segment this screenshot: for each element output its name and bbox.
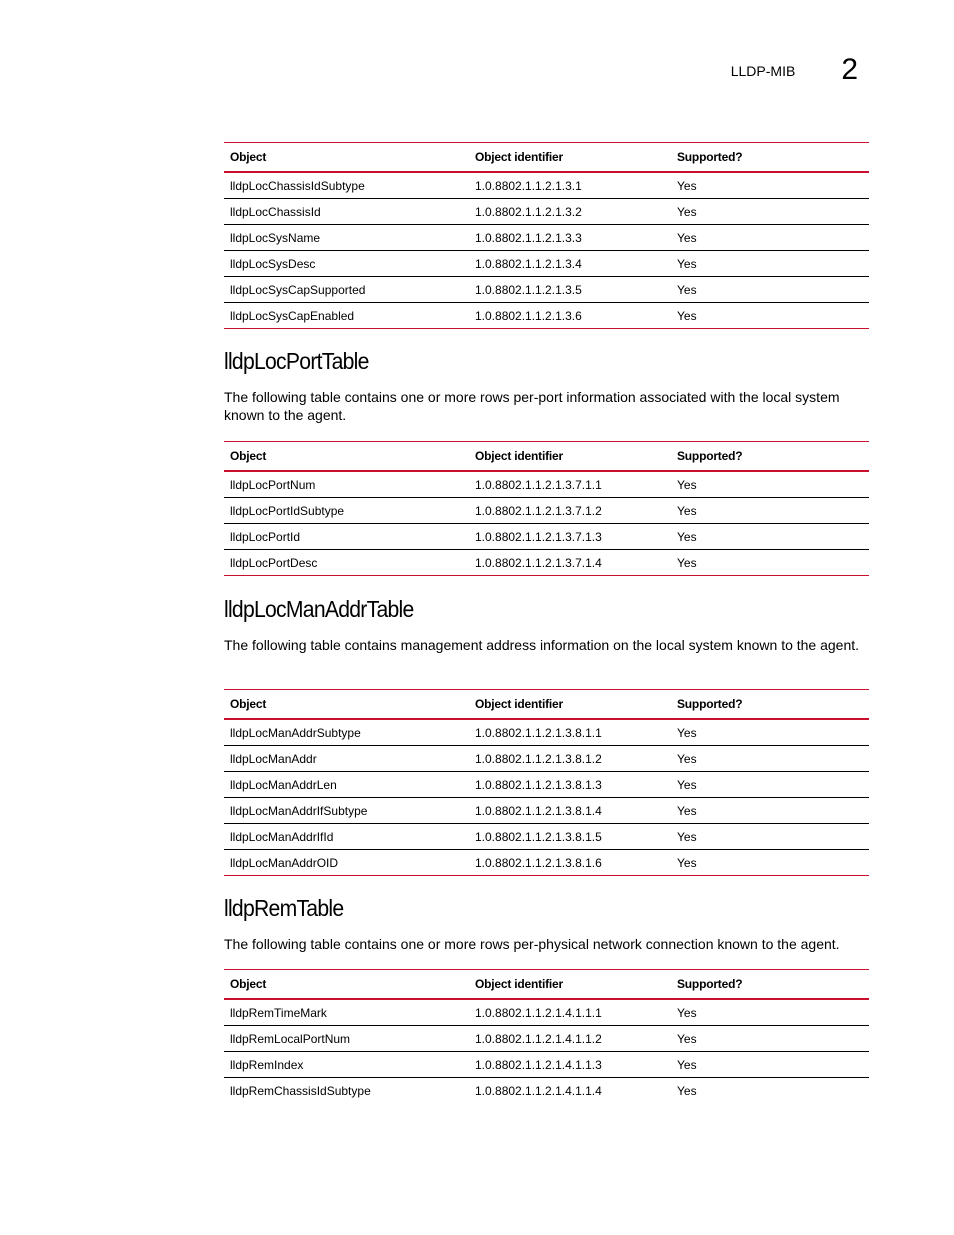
section-lldplocporttable: [224, 347, 869, 375]
cell-identifier: 1.0.8802.1.1.2.1.4.1.1.4: [475, 1083, 602, 1098]
cell-supported: Yes: [671, 199, 869, 225]
cell-identifier: 1.0.8802.1.1.2.1.3.4: [469, 251, 671, 277]
cell-object: lldpLocManAddrIfSubtype: [224, 798, 469, 824]
column-header-identifier: Object identifier: [475, 697, 563, 711]
table-row: [224, 999, 869, 1026]
section-title: lldpLocPortTable: [224, 348, 369, 374]
table-header-row: [224, 143, 869, 173]
cell-identifier: 1.0.8802.1.1.2.1.3.7.1.3: [469, 524, 671, 550]
cell-supported: Yes: [671, 172, 869, 199]
cell-supported: Yes: [671, 999, 869, 1026]
cell-identifier: 1.0.8802.1.1.2.1.3.3: [469, 225, 671, 251]
cell-object: lldpLocManAddrIfId: [224, 824, 469, 850]
cell-identifier: 1.0.8802.1.1.2.1.3.8.1.4: [469, 798, 671, 824]
table-body: [224, 719, 869, 876]
cell-identifier: 1.0.8802.1.1.2.1.3.2: [469, 199, 671, 225]
cell-object: lldpLocPortId: [224, 524, 469, 550]
table-row: [224, 798, 869, 824]
cell-object: lldpLocSysCapSupported: [224, 277, 469, 303]
mib-table-rem: [224, 969, 869, 1103]
table-row: [224, 199, 869, 225]
cell-identifier: 1.0.8802.1.1.2.1.3.8.1.5: [469, 824, 671, 850]
cell-supported: Yes: [671, 498, 869, 524]
cell-object: lldpRemChassisIdSubtype: [230, 1083, 371, 1098]
cell-identifier: 1.0.8802.1.1.2.1.3.8.1.3: [469, 772, 671, 798]
section-title: lldpLocManAddrTable: [224, 596, 414, 622]
cell-supported: Yes: [671, 225, 869, 251]
table-row: [224, 1026, 869, 1052]
cell-supported: Yes: [671, 798, 869, 824]
cell-object: lldpLocManAddrLen: [224, 772, 469, 798]
table-header-row: [224, 970, 869, 1000]
chapter-number: 2: [841, 53, 858, 86]
column-header-object: Object: [230, 977, 267, 991]
cell-identifier: 1.0.8802.1.1.2.1.3.8.1.6: [469, 850, 671, 876]
column-header-supported: Supported?: [677, 449, 743, 463]
section-title: lldpRemTable: [224, 895, 344, 921]
table-header-row: [224, 442, 869, 472]
cell-supported: Yes: [671, 251, 869, 277]
table-body: [224, 172, 869, 329]
cell-object: lldpLocManAddrOID: [224, 850, 469, 876]
column-header-object: Object: [230, 449, 267, 463]
cell-identifier: 1.0.8802.1.1.2.1.3.8.1.1: [469, 719, 671, 746]
cell-object: lldpLocSysName: [224, 225, 469, 251]
cell-object: lldpRemIndex: [224, 1052, 469, 1078]
table-row: [224, 719, 869, 746]
cell-object: lldpRemTimeMark: [224, 999, 469, 1026]
cell-supported: Yes: [671, 524, 869, 550]
table1-block: [224, 142, 869, 329]
running-header-title: LLDP-MIB: [730, 63, 796, 79]
column-header-identifier: Object identifier: [475, 449, 563, 463]
mib-table-loc-man-addr: [224, 689, 869, 876]
column-header-supported: Supported?: [677, 697, 743, 711]
section4-desc-block: [224, 935, 869, 953]
table-row: [224, 251, 869, 277]
table-row: [224, 850, 869, 876]
mib-table-loc-port: [224, 441, 869, 576]
table4-block: [224, 969, 869, 1103]
cell-supported: Yes: [671, 471, 869, 498]
cell-identifier: 1.0.8802.1.1.2.1.3.7.1.4: [469, 550, 671, 576]
cell-identifier: 1.0.8802.1.1.2.1.3.7.1.1: [469, 471, 671, 498]
table3-block: [224, 689, 869, 876]
table-row: [224, 172, 869, 199]
table-body: [224, 471, 869, 576]
page-header: [731, 52, 858, 88]
cell-supported: Yes: [671, 824, 869, 850]
mib-table-local-system: [224, 142, 869, 329]
section-lldplocmanaddrtable: [224, 595, 869, 623]
cell-object: lldpLocPortNum: [224, 471, 469, 498]
column-header-supported: Supported?: [677, 150, 743, 164]
column-header-identifier: Object identifier: [475, 150, 563, 164]
cell-supported: Yes: [671, 850, 869, 876]
cell-object: lldpLocChassisIdSubtype: [224, 172, 469, 199]
cell-identifier: 1.0.8802.1.1.2.1.4.1.1.3: [469, 1052, 671, 1078]
table2-block: [224, 441, 869, 576]
cell-object: lldpRemLocalPortNum: [224, 1026, 469, 1052]
section-lldpremtable: [224, 894, 869, 922]
cell-identifier: 1.0.8802.1.1.2.1.4.1.1.2: [469, 1026, 671, 1052]
cell-object: lldpLocSysDesc: [224, 251, 469, 277]
cell-supported: Yes: [671, 719, 869, 746]
cell-identifier: 1.0.8802.1.1.2.1.4.1.1.1: [469, 999, 671, 1026]
table-body: [224, 999, 869, 1103]
cell-supported: Yes: [671, 1026, 869, 1052]
column-header-object: Object: [230, 697, 267, 711]
table-row: [224, 225, 869, 251]
cell-supported: Yes: [671, 1052, 869, 1078]
cell-identifier: 1.0.8802.1.1.2.1.3.8.1.2: [469, 746, 671, 772]
table-row: [224, 550, 869, 576]
cell-identifier: 1.0.8802.1.1.2.1.3.1: [469, 172, 671, 199]
section2-desc-block: [224, 388, 869, 424]
table-header-row: [224, 690, 869, 720]
table-row: [224, 303, 869, 329]
table-row: [224, 1052, 869, 1078]
cell-supported: Yes: [671, 550, 869, 576]
section-description: The following table contains one or more rows per-port information associated with the local system known to the agent.: [224, 389, 840, 423]
column-header-supported: Supported?: [677, 977, 743, 991]
table-row: [224, 471, 869, 498]
table-row: [224, 824, 869, 850]
cell-object: lldpLocManAddrSubtype: [224, 719, 469, 746]
section-description: The following table contains one or more rows per-physical network connection known to the agent.: [224, 936, 840, 952]
cell-object: lldpLocManAddr: [224, 746, 469, 772]
table-row: [224, 277, 869, 303]
table-row: [224, 498, 869, 524]
cell-object: lldpLocPortDesc: [224, 550, 469, 576]
cell-supported: Yes: [671, 303, 869, 329]
table-row: [224, 1078, 869, 1104]
column-header-identifier: Object identifier: [475, 977, 563, 991]
table-row: [224, 524, 869, 550]
table-row: [224, 772, 869, 798]
cell-object: lldpLocPortIdSubtype: [224, 498, 469, 524]
cell-supported: Yes: [677, 1083, 697, 1098]
cell-object: lldpLocSysCapEnabled: [224, 303, 469, 329]
cell-identifier: 1.0.8802.1.1.2.1.3.7.1.2: [469, 498, 671, 524]
section3-desc-block: [224, 636, 869, 654]
cell-supported: Yes: [671, 772, 869, 798]
cell-object: lldpLocChassisId: [224, 199, 469, 225]
section-description: The following table contains management address information on the local system known to the agent.: [224, 637, 860, 653]
cell-supported: Yes: [671, 277, 869, 303]
cell-identifier: 1.0.8802.1.1.2.1.3.6: [469, 303, 671, 329]
column-header-object: Object: [230, 150, 267, 164]
cell-identifier: 1.0.8802.1.1.2.1.3.5: [469, 277, 671, 303]
cell-supported: Yes: [671, 746, 869, 772]
table-row: [224, 746, 869, 772]
